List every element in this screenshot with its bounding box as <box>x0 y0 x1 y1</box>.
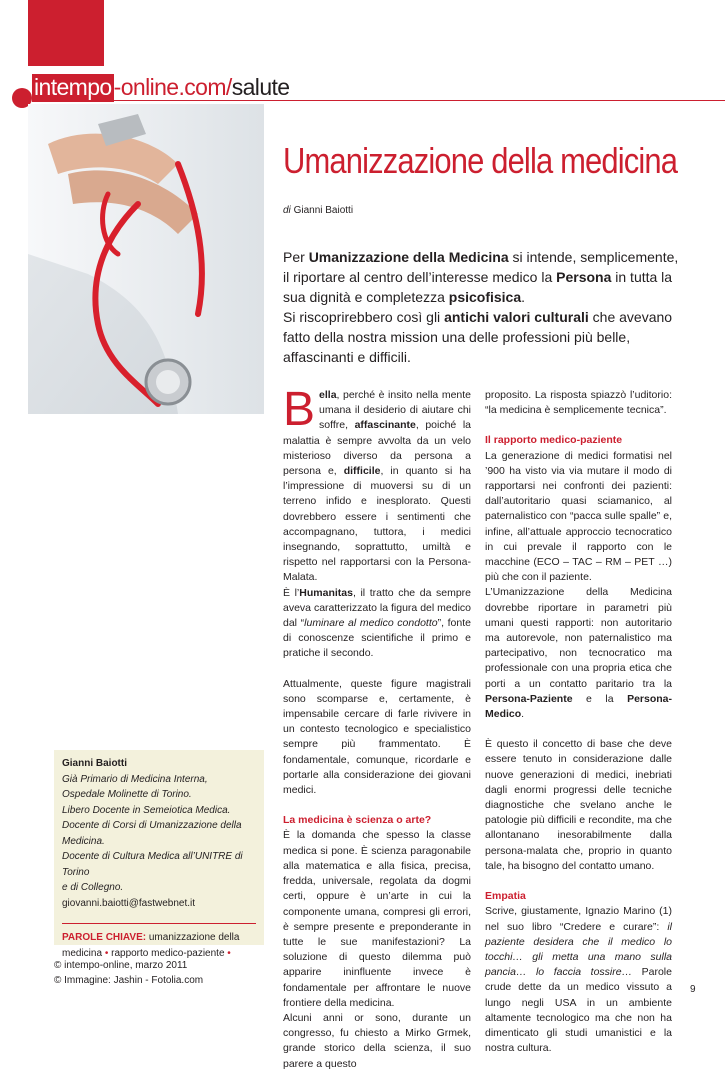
paragraph-gap <box>283 798 471 813</box>
text-run: , in quanto si ha l’impressione di muoversi su di un terreno infido e inesplorato. Questi dovrebbero essere i sentimenti che accompagnano, tuttora, i medici insegnando, soprattutto, umiltà e rispetto nel rapportarsi con la Persona-Malata. <box>283 465 471 584</box>
header-section-label <box>32 74 290 101</box>
text-run: La generazione di medici formatisi nel ’900 ha visto via via mutare il modo di rapportarsi nei confronti dei pazienti: dall’autoritario quasi sciamanico, al paternalistico con “pacca sulle spalle” e, infine, all’attuale approccio tecnocratico in cui prevale il rapporto con le macchine (ECO – TAC – RM – PET …) più che con il paziente. <box>485 449 672 584</box>
column-1 <box>283 383 472 1072</box>
column-2 <box>485 388 672 1056</box>
bio-line: Già Primario di Medicina Interna, <box>62 773 208 785</box>
section-heading: Il rapporto medico-paziente <box>485 434 623 447</box>
text-run: È questo il concetto di base che deve essere tenuto in considerazione dalle nuove generazioni di medici, inebriati dagli enormi progressi delle tecniche diagnostiche che svelano anche le patologie più difficili e recondite, ma che allontanano inesorabilmente dalla persona-malata che, proprio in quanto tale, ha bisogno del contatto umano. <box>485 738 672 872</box>
text-run: Parole crude dette da un medico vissuto a lungo negli USA in un ambiente altamente tecnologico ma che non ha dimenticato gli studi umanistici e la nostra cultura. <box>485 966 672 1055</box>
text-run: Per <box>283 249 309 265</box>
text-run: psicofisica <box>448 289 522 305</box>
paragraph <box>485 585 672 722</box>
byline-author: Gianni Baiotti <box>293 205 354 216</box>
credit-line: © intempo-online, marzo 2011 <box>54 960 188 971</box>
article-title: Umanizzazione della medicina <box>283 140 678 181</box>
paragraph <box>485 449 672 586</box>
text-run: Persona-Medico <box>485 692 672 721</box>
bio-separator <box>62 923 256 924</box>
text-run: Persona <box>556 269 612 285</box>
drop-cap: B <box>283 383 316 436</box>
byline <box>283 205 353 216</box>
text-run: Alcuni anni or sono, durante un congresso, fu chiesto a Mirko Grmek, grande storico della scienza, il suo parere a questo <box>283 1011 471 1070</box>
paragraph <box>283 1011 471 1072</box>
text-run: il paziente desidera che il medico lo tocchi… gli metta una mano sulla pancia… lo faccia tossire… <box>485 920 672 979</box>
text-run: in tutta la sua dignità e completezza <box>283 269 673 305</box>
text-run: È la domanda che spesso la classe medica si pone. È scienza paragonabile alla matematica e alla fisica, precisa, fredda, universale, regolata da dogmi certi, oppure è un’arte in cui la componente umana, compresi gli errori, è sempre presente e preponderante in tutte le sue manifestazioni? La soluzione di questo dilemma può apparire ininfluente invece è fondamentale per affrontare le nuove frontiere della medicina. <box>283 829 471 1009</box>
text-run: È l’ <box>283 586 300 599</box>
bio-lines <box>62 772 256 896</box>
bio-name: Gianni Baiotti <box>62 758 127 769</box>
bio-email: giovanni.baiotti@fastwebnet.it <box>62 897 196 909</box>
text-run: Umanizzazione della Medicina <box>308 249 509 265</box>
text-run: e la <box>572 692 628 705</box>
text-run: che avevano fatto della nostra mission una delle professioni più belle, affascinanti e difficili. <box>283 309 673 365</box>
text-run: L’Umanizzazione della Medicina dovrebbe riportare in parametri più umani questi rapporti: non autoritario ma autorevole, non paternalistico ma partecipativo, non tecnocratico ma professionale con una propria etica che porti a un contatto paritario tra la <box>485 586 672 690</box>
section-heading: Empatia <box>485 890 526 903</box>
stethoscope-photo <box>28 104 264 414</box>
keywords-label: PAROLE CHIAVE: <box>62 932 147 943</box>
text-run: difficile <box>343 465 381 478</box>
keyword-2: rapporto medico-paziente <box>111 947 225 959</box>
text-run: luminare al medico condotto <box>304 617 438 630</box>
paragraph-gap <box>485 722 672 737</box>
text-run: affascinante <box>354 419 416 432</box>
bio-line: Docente di Corsi di Umanizzazione della Medicina. <box>62 820 242 847</box>
byline-prefix: di <box>283 205 291 216</box>
paragraph <box>485 737 672 874</box>
author-bio-box <box>54 750 264 959</box>
section-heading: La medicina è scienza o arte? <box>283 814 432 827</box>
brand-domain: -online.com/ <box>113 74 232 100</box>
page-number: 9 <box>690 984 696 995</box>
paragraph <box>283 828 471 1010</box>
paragraph <box>485 388 672 418</box>
bio-line: Libero Docente in Semeiotica Medica. <box>62 804 231 816</box>
header-rule <box>100 100 725 101</box>
text-run: ella <box>319 389 337 401</box>
keyword-bullet: • <box>227 947 231 959</box>
text-run: . <box>521 708 525 721</box>
paragraph <box>283 677 471 799</box>
paragraph-gap <box>485 874 672 889</box>
paragraph <box>283 586 471 662</box>
paragraph <box>283 383 471 586</box>
text-run: Attualmente, queste figure magistrali sono scomparse e, certamente, è impensabile cercare di farle rivivere in un contesto tecnologico e specialistico sempre più frammentato. È fondamentale, comunque, ricordarle e portarle alla considerazione dei giovani medici. <box>283 677 471 797</box>
text-run: proposito. La risposta spiazzò l’uditorio: “la medicina è semplicemente tecnica”. <box>485 389 672 417</box>
text-run: . <box>521 289 526 305</box>
keyword-bullet: • <box>104 947 109 959</box>
text-run: antichi valori culturali <box>444 309 589 325</box>
bio-line: Docente di Cultura Medica all’UNITRE di Torino <box>62 851 243 878</box>
paragraph-gap <box>485 418 672 433</box>
keyword-1: umanizzazione della medicina <box>62 932 240 959</box>
text-run: Scrive, giustamente, Ignazio Marino (1) nel suo libro “Credere e curare”: <box>485 905 672 933</box>
bio-line: e di Collegno. <box>62 882 124 893</box>
paragraph <box>485 904 672 1056</box>
text-run: si intende, semplicemente, il riportare al centro dell’interesse medico la <box>283 249 679 285</box>
credits <box>54 958 203 988</box>
brand-name: intempo <box>34 74 112 100</box>
paragraph-gap <box>283 662 471 677</box>
text-run: , poiché la malattia è sempre avvolta da un velo misterioso diverso da persona a persona e, <box>283 419 471 478</box>
text-run: Persona-Paziente <box>485 692 573 705</box>
text-run: , il tratto che da sempre aveva caratterizzato la figura del medico dal “ <box>283 586 472 630</box>
bio-line: Ospedale Molinette di Torino. <box>62 789 192 800</box>
text-run: Si riscoprirebbero così gli <box>283 309 445 325</box>
lead-paragraph <box>283 247 683 367</box>
header-red-block <box>28 0 104 66</box>
section-name: salute <box>231 74 290 100</box>
keywords <box>62 930 256 961</box>
text-run: , perché è insito nella mente umana il desiderio di aiutare chi soffre, <box>319 389 471 432</box>
text-run: ”, fonte di conoscenze scientifiche il primo e pratiche il secondo. <box>283 617 471 660</box>
text-run: Humanitas <box>299 586 353 599</box>
credit-line: © Immagine: Jashin - Fotolia.com <box>54 975 204 986</box>
